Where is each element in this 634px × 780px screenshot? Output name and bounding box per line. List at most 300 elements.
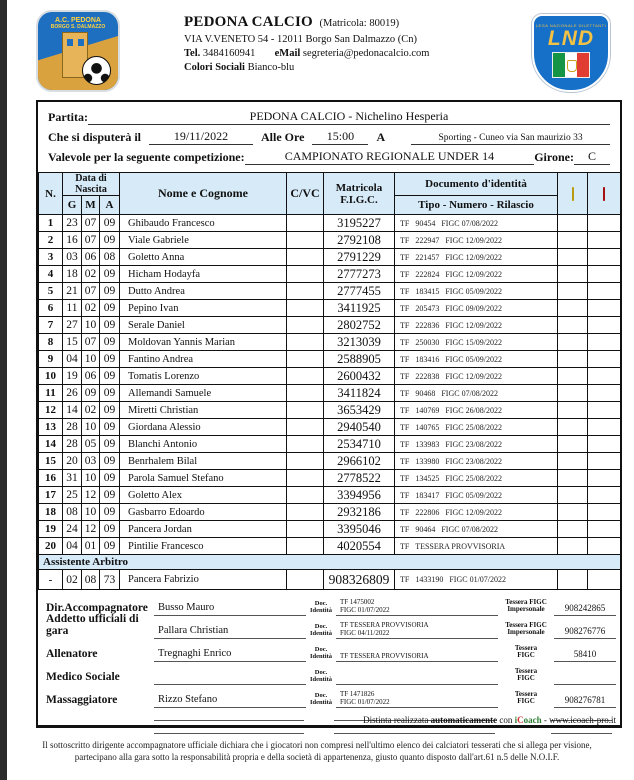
doc-label-line2: Identità bbox=[309, 652, 333, 660]
tessera-label-line2: FIGC bbox=[517, 651, 535, 660]
player-birth-month: 01 bbox=[82, 538, 100, 555]
col-header-year: A bbox=[100, 196, 120, 215]
player-red-cell bbox=[588, 385, 621, 402]
staff-role-label: Dir.Accompagnatore bbox=[46, 601, 148, 614]
player-matricola: 3394956 bbox=[324, 487, 395, 504]
assistant-cvc bbox=[287, 570, 324, 590]
player-matricola: 3195227 bbox=[324, 215, 395, 232]
assistant-section-label: Assistente Arbitro bbox=[39, 555, 621, 570]
colors-value: Bianco-blu bbox=[247, 61, 295, 73]
staff-doc-field bbox=[336, 621, 498, 639]
assistant-number: - bbox=[39, 570, 63, 590]
italian-flag-icon bbox=[552, 52, 590, 78]
player-number: 17 bbox=[39, 487, 63, 504]
player-birth-month: 09 bbox=[82, 385, 100, 402]
doc-label-line1: Doc. bbox=[314, 645, 328, 653]
player-name: Pintilie Francesco bbox=[120, 538, 287, 555]
player-yellow-cell bbox=[558, 402, 588, 419]
player-red-cell bbox=[588, 487, 621, 504]
player-documento: TF TESSERA PROVVISORIA bbox=[395, 538, 558, 555]
player-birth-month: 07 bbox=[82, 283, 100, 300]
player-birth-year: 09 bbox=[100, 300, 120, 317]
player-cvc-cell bbox=[287, 266, 324, 283]
staff-tessera-field: 58410 bbox=[554, 650, 616, 662]
logo-club-name: A.C. PEDONA bbox=[55, 17, 101, 24]
player-birth-month: 07 bbox=[82, 334, 100, 351]
player-number: 19 bbox=[39, 521, 63, 538]
player-number: 10 bbox=[39, 368, 63, 385]
player-number: 14 bbox=[39, 436, 63, 453]
tel-value: 3484160941 bbox=[202, 47, 256, 59]
player-birth-month: 06 bbox=[82, 249, 100, 266]
tessera-figc-label bbox=[498, 622, 554, 639]
player-birth-month: 10 bbox=[82, 419, 100, 436]
logo-club-town: BORGO S. DALMAZZO bbox=[50, 24, 106, 30]
player-row bbox=[39, 283, 621, 300]
player-matricola: 2802752 bbox=[324, 317, 395, 334]
player-name: Dutto Andrea bbox=[120, 283, 287, 300]
player-red-cell bbox=[588, 215, 621, 232]
player-row bbox=[39, 266, 621, 283]
player-matricola: 2792108 bbox=[324, 232, 395, 249]
staff-role-label: Medico Sociale bbox=[46, 670, 120, 683]
player-number: 11 bbox=[39, 385, 63, 402]
player-matricola: 4020554 bbox=[324, 538, 395, 555]
player-number: 9 bbox=[39, 351, 63, 368]
player-birth-year: 09 bbox=[100, 436, 120, 453]
player-birth-month: 02 bbox=[82, 300, 100, 317]
player-number: 8 bbox=[39, 334, 63, 351]
player-birth-day: 27 bbox=[63, 317, 82, 334]
club-matricola: (Matricola: 80019) bbox=[319, 18, 400, 29]
doc-identita-label bbox=[306, 692, 336, 708]
player-cvc-cell bbox=[287, 232, 324, 249]
player-documento: TF 205473 FIGC 09/09/2022 bbox=[395, 300, 558, 317]
player-birth-year: 08 bbox=[100, 249, 120, 266]
player-red-cell bbox=[588, 419, 621, 436]
match-info bbox=[38, 102, 620, 172]
player-number: 20 bbox=[39, 538, 63, 555]
player-row bbox=[39, 249, 621, 266]
player-birth-day: 08 bbox=[63, 504, 82, 521]
player-matricola: 2940540 bbox=[324, 419, 395, 436]
tessera-figc-label bbox=[498, 599, 554, 616]
club-address: VIA V.VENETO 54 - 12011 Borgo San Dalmazzo (Cn) bbox=[184, 33, 418, 45]
player-birth-month: 06 bbox=[82, 368, 100, 385]
player-birth-year: 09 bbox=[100, 351, 120, 368]
player-yellow-cell bbox=[558, 215, 588, 232]
staff-tessera-field: 908276781 bbox=[554, 696, 616, 708]
girone-value: C bbox=[574, 149, 610, 165]
player-cvc-cell bbox=[287, 504, 324, 521]
player-row bbox=[39, 215, 621, 232]
player-birth-year: 09 bbox=[100, 368, 120, 385]
colors-label: Colori Sociali bbox=[184, 61, 245, 73]
player-matricola: 2777273 bbox=[324, 266, 395, 283]
player-row bbox=[39, 300, 621, 317]
player-red-cell bbox=[588, 232, 621, 249]
tessera-label-line1: Tessera FIGC bbox=[505, 620, 547, 629]
time-label: Alle Ore bbox=[261, 130, 305, 144]
player-row bbox=[39, 385, 621, 402]
player-red-cell bbox=[588, 436, 621, 453]
lnd-letters: LND bbox=[547, 27, 595, 50]
lnd-badge bbox=[532, 14, 610, 92]
player-number: 3 bbox=[39, 249, 63, 266]
staff-doc-line1: TF 1471826 bbox=[340, 689, 375, 698]
logo-football-icon bbox=[82, 56, 111, 85]
tessera-label-line2: FIGC bbox=[517, 697, 535, 706]
staff-doc-line1: TF TESSERA PROVVISORIA bbox=[340, 651, 429, 660]
player-yellow-cell bbox=[558, 300, 588, 317]
player-row bbox=[39, 453, 621, 470]
staff-name-field: Pallara Christian bbox=[154, 625, 306, 639]
tessera-label-line1: Tessera FIGC bbox=[505, 597, 547, 606]
venue-value: Sporting - Cuneo via San maurizio 33 bbox=[411, 133, 610, 145]
staff-tessera-field: 908242865 bbox=[554, 604, 616, 616]
player-number: 5 bbox=[39, 283, 63, 300]
player-row bbox=[39, 368, 621, 385]
player-cvc-cell bbox=[287, 402, 324, 419]
staff-name-field: Busso Mauro bbox=[154, 602, 306, 616]
signature-line bbox=[551, 733, 612, 734]
assistant-documento: TF 1433190 FIGC 01/07/2022 bbox=[395, 570, 558, 590]
player-row bbox=[39, 504, 621, 521]
player-yellow-cell bbox=[558, 487, 588, 504]
player-documento: TF 222947 FIGC 12/09/2022 bbox=[395, 232, 558, 249]
player-row bbox=[39, 334, 621, 351]
player-name: Gasbarro Edoardo bbox=[120, 504, 287, 521]
player-name: Fantino Andrea bbox=[120, 351, 287, 368]
player-number: 1 bbox=[39, 215, 63, 232]
staff-doc-field bbox=[336, 652, 498, 662]
competition-label: Valevole per la seguente competizione: bbox=[48, 150, 245, 164]
player-yellow-cell bbox=[558, 351, 588, 368]
club-info bbox=[184, 10, 429, 92]
player-cvc-cell bbox=[287, 385, 324, 402]
tessera-label-line2: FIGC bbox=[517, 674, 535, 683]
player-cvc-cell bbox=[287, 521, 324, 538]
player-cvc-cell bbox=[287, 470, 324, 487]
doc-label-line1: Doc. bbox=[314, 599, 328, 607]
assistant-matricola: 908326809 bbox=[324, 570, 395, 590]
signature-line bbox=[154, 733, 304, 734]
player-name: Benrhalem Bilal bbox=[120, 453, 287, 470]
disclaimer-text: Il sottoscritto dirigente accompagnatore ufficiale dichiara che i giocatori non compresi nell'ultimo elenco dei calciatori tesserati che si allega per visione, partecipano alla gara sotto la responsabilità propria e della società di appartenenza, giusto quanto disposto dall'art.61 n.5 delle N.O.I.F. bbox=[42, 740, 592, 762]
player-red-cell bbox=[588, 334, 621, 351]
player-birth-year: 09 bbox=[100, 453, 120, 470]
staff-tessera-field bbox=[554, 675, 616, 685]
player-cvc-cell bbox=[287, 334, 324, 351]
staff-doc-line2: FIGC 01/07/2022 bbox=[340, 605, 390, 614]
staff-name-field bbox=[154, 683, 306, 685]
player-birth-month: 03 bbox=[82, 453, 100, 470]
distinta-box bbox=[36, 100, 622, 728]
player-name: Pancera Jordan bbox=[120, 521, 287, 538]
staff-row bbox=[46, 662, 612, 685]
player-birth-month: 07 bbox=[82, 232, 100, 249]
player-birth-day: 21 bbox=[63, 283, 82, 300]
staff-role-label: Massaggiatore bbox=[46, 693, 118, 706]
player-birth-day: 20 bbox=[63, 453, 82, 470]
partita-label: Partita: bbox=[48, 110, 88, 124]
player-matricola: 2791229 bbox=[324, 249, 395, 266]
player-documento: TF 250030 FIGC 15/09/2022 bbox=[395, 334, 558, 351]
staff-section bbox=[38, 590, 620, 708]
player-documento: TF 140765 FIGC 25/08/2022 bbox=[395, 419, 558, 436]
player-birth-year: 09 bbox=[100, 232, 120, 249]
player-documento: TF 90464 FIGC 07/08/2022 bbox=[395, 521, 558, 538]
match-line-partita bbox=[48, 109, 610, 125]
player-cvc-cell bbox=[287, 300, 324, 317]
player-documento: TF 90454 FIGC 07/08/2022 bbox=[395, 215, 558, 232]
assistant-birth-month: 08 bbox=[82, 570, 100, 590]
player-number: 6 bbox=[39, 300, 63, 317]
players-body bbox=[39, 215, 621, 555]
player-name: Blanchi Antonio bbox=[120, 436, 287, 453]
player-red-cell bbox=[588, 402, 621, 419]
player-birth-day: 31 bbox=[63, 470, 82, 487]
tessera-label-line1: Tessera bbox=[514, 643, 538, 652]
player-matricola: 2966102 bbox=[324, 453, 395, 470]
player-yellow-cell bbox=[558, 283, 588, 300]
player-birth-day: 19 bbox=[63, 368, 82, 385]
time-value: 15:00 bbox=[312, 129, 368, 145]
staff-name-field: Rizzo Stefano bbox=[154, 694, 306, 708]
player-number: 16 bbox=[39, 470, 63, 487]
player-yellow-cell bbox=[558, 453, 588, 470]
player-red-cell bbox=[588, 266, 621, 283]
player-name: Tomatis Lorenzo bbox=[120, 368, 287, 385]
player-cvc-cell bbox=[287, 538, 324, 555]
player-name: Viale Gabriele bbox=[120, 232, 287, 249]
player-row bbox=[39, 521, 621, 538]
lnd-arc-text: LEGA NAZIONALE DILETTANTI bbox=[535, 23, 607, 28]
header-row-1 bbox=[39, 173, 621, 196]
player-birth-month: 10 bbox=[82, 470, 100, 487]
player-birth-day: 11 bbox=[63, 300, 82, 317]
col-header-cvc: C/VC bbox=[287, 173, 324, 215]
player-documento: TF 222806 FIGC 12/09/2022 bbox=[395, 504, 558, 521]
player-number: 4 bbox=[39, 266, 63, 283]
assistant-red-cell bbox=[588, 570, 621, 590]
player-documento: TF 183415 FIGC 05/09/2022 bbox=[395, 283, 558, 300]
player-name: Giordana Alessio bbox=[120, 419, 287, 436]
player-documento: TF 133983 FIGC 23/08/2022 bbox=[395, 436, 558, 453]
signature-line bbox=[154, 720, 304, 721]
player-birth-day: 16 bbox=[63, 232, 82, 249]
staff-doc-line1: TF TESSERA PROVVISORIA bbox=[340, 620, 429, 629]
player-birth-year: 09 bbox=[100, 538, 120, 555]
date-value: 19/11/2022 bbox=[149, 129, 253, 145]
doc-identita-label bbox=[306, 646, 336, 662]
club-logo bbox=[36, 10, 120, 92]
player-documento: TF 222836 FIGC 12/09/2022 bbox=[395, 317, 558, 334]
col-header-day: G bbox=[63, 196, 82, 215]
player-red-cell bbox=[588, 368, 621, 385]
player-birth-month: 05 bbox=[82, 436, 100, 453]
player-birth-year: 09 bbox=[100, 487, 120, 504]
player-matricola: 3395046 bbox=[324, 521, 395, 538]
player-name: Miretti Christian bbox=[120, 402, 287, 419]
player-birth-day: 24 bbox=[63, 521, 82, 538]
date-label: Che si disputerà il bbox=[48, 130, 142, 144]
player-birth-day: 03 bbox=[63, 249, 82, 266]
staff-row bbox=[46, 685, 612, 708]
player-documento: TF 222838 FIGC 12/09/2022 bbox=[395, 368, 558, 385]
player-birth-year: 09 bbox=[100, 334, 120, 351]
player-yellow-cell bbox=[558, 436, 588, 453]
staff-doc-line2: FIGC 04/11/2022 bbox=[340, 628, 390, 637]
player-row bbox=[39, 232, 621, 249]
tessera-label-line1: Tessera bbox=[514, 689, 538, 698]
player-documento: TF 140769 FIGC 26/08/2022 bbox=[395, 402, 558, 419]
player-matricola: 2534710 bbox=[324, 436, 395, 453]
doc-label-line1: Doc. bbox=[314, 668, 328, 676]
player-cvc-cell bbox=[287, 436, 324, 453]
staff-row bbox=[46, 613, 612, 639]
player-birth-day: 25 bbox=[63, 487, 82, 504]
col-header-number: N. bbox=[39, 173, 63, 215]
scan-edge bbox=[0, 0, 7, 780]
player-row bbox=[39, 317, 621, 334]
icoach-logo-rest: oach bbox=[523, 715, 542, 725]
staff-name-field: Tregnaghi Enrico bbox=[154, 648, 306, 662]
player-name: Serale Daniel bbox=[120, 317, 287, 334]
player-number: 15 bbox=[39, 453, 63, 470]
player-red-cell bbox=[588, 300, 621, 317]
player-matricola: 2778522 bbox=[324, 470, 395, 487]
email-value: segreteria@pedonacalcio.com bbox=[302, 47, 430, 59]
player-row bbox=[39, 487, 621, 504]
doc-identita-label bbox=[306, 623, 336, 639]
staff-doc-field bbox=[336, 598, 498, 616]
player-birth-month: 02 bbox=[82, 266, 100, 283]
player-red-cell bbox=[588, 453, 621, 470]
player-documento: TF 90468 FIGC 07/08/2022 bbox=[395, 385, 558, 402]
player-yellow-cell bbox=[558, 538, 588, 555]
assistant-row bbox=[39, 570, 621, 590]
player-name: Parola Samuel Stefano bbox=[120, 470, 287, 487]
player-yellow-cell bbox=[558, 504, 588, 521]
player-documento: TF 222824 FIGC 12/09/2022 bbox=[395, 266, 558, 283]
player-row bbox=[39, 419, 621, 436]
staff-doc-line2: FIGC 01/07/2022 bbox=[340, 697, 390, 706]
player-number: 18 bbox=[39, 504, 63, 521]
player-row bbox=[39, 351, 621, 368]
matricola-line2: F.I.G.C. bbox=[340, 193, 378, 206]
girone-label: Girone: bbox=[534, 150, 574, 164]
doc-label-line2: Identità bbox=[309, 675, 333, 683]
player-cvc-cell bbox=[287, 283, 324, 300]
player-yellow-cell bbox=[558, 521, 588, 538]
distinta-mid: con bbox=[497, 715, 515, 725]
doc-identita-label bbox=[306, 600, 336, 616]
doc-label-line1: Doc. bbox=[314, 622, 328, 630]
player-birth-month: 12 bbox=[82, 521, 100, 538]
player-matricola: 2777455 bbox=[324, 283, 395, 300]
doc-label-line1: Doc. bbox=[314, 691, 328, 699]
player-birth-year: 09 bbox=[100, 317, 120, 334]
player-documento: TF 134525 FIGC 25/08/2022 bbox=[395, 470, 558, 487]
player-red-cell bbox=[588, 249, 621, 266]
staff-doc-field bbox=[336, 690, 498, 708]
tel-label: Tel. bbox=[184, 47, 201, 59]
player-matricola: 3213039 bbox=[324, 334, 395, 351]
player-yellow-cell bbox=[558, 317, 588, 334]
matricola-line1: Matricola bbox=[335, 181, 383, 194]
assistant-birth-day: 02 bbox=[63, 570, 82, 590]
player-birth-day: 28 bbox=[63, 419, 82, 436]
player-red-cell bbox=[588, 521, 621, 538]
player-row bbox=[39, 402, 621, 419]
player-birth-day: 04 bbox=[63, 538, 82, 555]
player-birth-day: 28 bbox=[63, 436, 82, 453]
col-header-name: Nome e Cognome bbox=[120, 173, 287, 215]
distinta-bold: automaticamente bbox=[430, 715, 498, 725]
player-yellow-cell bbox=[558, 334, 588, 351]
assistant-name: Pancera Fabrizio bbox=[120, 570, 287, 590]
player-cvc-cell bbox=[287, 368, 324, 385]
player-birth-month: 10 bbox=[82, 351, 100, 368]
player-matricola: 3653429 bbox=[324, 402, 395, 419]
player-birth-year: 09 bbox=[100, 283, 120, 300]
doc-label-line2: Identità bbox=[309, 698, 333, 706]
col-header-matricola bbox=[324, 173, 395, 215]
player-birth-month: 07 bbox=[82, 215, 100, 232]
player-birth-year: 09 bbox=[100, 402, 120, 419]
player-birth-day: 15 bbox=[63, 334, 82, 351]
assistant-birth-year: 73 bbox=[100, 570, 120, 590]
player-cvc-cell bbox=[287, 453, 324, 470]
tessera-label-line1: Tessera bbox=[514, 666, 538, 675]
player-documento: TF 183417 FIGC 05/09/2022 bbox=[395, 487, 558, 504]
document-header bbox=[36, 10, 596, 92]
col-header-birthdate: Data di Nascita bbox=[63, 173, 120, 196]
col-header-documento: Documento d'identità bbox=[395, 173, 558, 196]
club-title-line bbox=[184, 13, 429, 33]
player-birth-year: 09 bbox=[100, 521, 120, 538]
player-number: 12 bbox=[39, 402, 63, 419]
player-birth-month: 10 bbox=[82, 317, 100, 334]
assistant-section-row bbox=[39, 555, 621, 570]
staff-tessera-field: 908276776 bbox=[554, 627, 616, 639]
player-birth-day: 18 bbox=[63, 266, 82, 283]
player-cvc-cell bbox=[287, 419, 324, 436]
player-birth-year: 09 bbox=[100, 266, 120, 283]
player-documento: TF 183416 FIGC 05/09/2022 bbox=[395, 351, 558, 368]
signature-line bbox=[334, 733, 494, 734]
doc-label-line2: Identità bbox=[309, 606, 333, 614]
player-yellow-cell bbox=[558, 419, 588, 436]
player-matricola: 3411925 bbox=[324, 300, 395, 317]
player-row bbox=[39, 538, 621, 555]
player-row bbox=[39, 436, 621, 453]
player-cvc-cell bbox=[287, 351, 324, 368]
player-matricola: 3411824 bbox=[324, 385, 395, 402]
distinta-credit bbox=[363, 715, 616, 725]
player-birth-month: 12 bbox=[82, 487, 100, 504]
yellow-card-icon bbox=[572, 187, 574, 201]
player-number: 7 bbox=[39, 317, 63, 334]
player-birth-month: 02 bbox=[82, 402, 100, 419]
tessera-label-line2: Impersonale bbox=[507, 605, 545, 614]
tessera-figc-label bbox=[498, 668, 554, 685]
player-yellow-cell bbox=[558, 368, 588, 385]
col-header-month: M bbox=[82, 196, 100, 215]
player-red-cell bbox=[588, 538, 621, 555]
player-birth-day: 14 bbox=[63, 402, 82, 419]
